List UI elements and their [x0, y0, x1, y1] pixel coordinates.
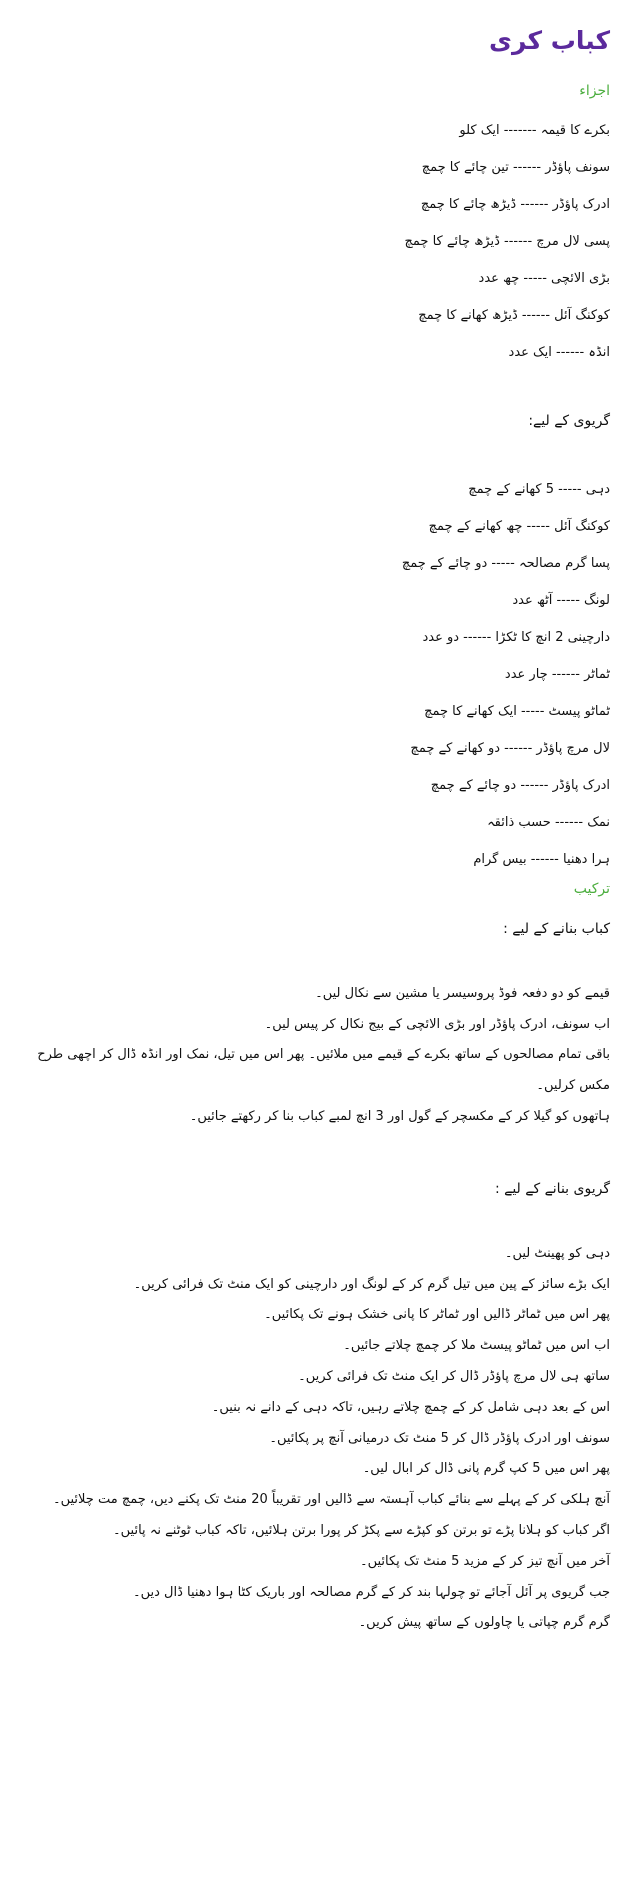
gravy-ingredients-label: گریوی کے لیے: [528, 413, 610, 430]
gravy-method-label: گریوی بنانے کے لیے : [494, 1180, 610, 1197]
list-item: ٹماٹو پیسٹ ----- ایک کھانے کا چمچ [424, 704, 610, 720]
list-item: پسی لال مرچ ------ ڈیڑھ چائے کا چمچ [404, 234, 610, 250]
list-item: سونف پاؤڈر ------ تین چائے کا چمچ [421, 160, 610, 176]
list-item: پسا گرم مصالحہ ----- دو چائے کے چمچ [401, 556, 610, 572]
list-item: لال مرچ پاؤڈر ------ دو کھانے کے چمچ [410, 741, 610, 757]
step-paragraph: ہاتھوں کو گیلا کر کے مکسچر کے گول اور 3 انچ لمبے کباب بنا کر رکھتے جائیں۔ [189, 1108, 610, 1124]
step-paragraph: قیمے کو دو دفعہ فوڈ پروسیسر یا مشین سے نکال لیں۔ [315, 985, 610, 1001]
list-item: انڈہ ------ ایک عدد [508, 345, 610, 361]
step-paragraph: ساتھ ہی لال مرچ پاؤڈر ڈال کر ایک منٹ تک فرائی کریں۔ [298, 1368, 610, 1384]
list-item: نمک ------ حسب ذائقہ [487, 815, 610, 831]
step-paragraph: دہی کو پھینٹ لیں۔ [504, 1245, 610, 1261]
list-item: ہرا دھنیا ------ بیس گرام [473, 852, 610, 868]
gravy-steps [10, 1239, 610, 1639]
list-item: ٹماٹر ------ چار عدد [504, 667, 610, 683]
step-paragraph: گرم گرم چپاتی یا چاولوں کے ساتھ پیش کریں۔ [358, 1615, 610, 1631]
step-paragraph: آنچ ہلکی کر کے پہلے سے بنائے کباب آہستہ سے ڈالیں اور تقریباً 20 منٹ تک پکنے دیں، چمچ مت چلائیں۔ [53, 1492, 610, 1508]
step-paragraph: اب اس میں ٹماٹو پیسٹ ملا کر چمچ چلاتے جائیں۔ [343, 1338, 610, 1354]
page-title: کباب کری [489, 26, 610, 55]
list-item: کوکنگ آئل ------ ڈیڑھ کھانے کا چمچ [418, 308, 610, 324]
list-item: دہی ----- 5 کھانے کے چمچ [468, 482, 610, 498]
list-item: بکرے کا قیمہ ------- ایک کلو [459, 123, 610, 139]
list-item: ادرک پاؤڈر ------ دو چائے کے چمچ [430, 778, 610, 794]
spacer [10, 371, 610, 403]
step-paragraph: آخر میں آنچ تیز کر کے مزید 5 منٹ تک پکائیں۔ [359, 1553, 610, 1569]
spacer [10, 439, 610, 471]
step-paragraph: پھر اس میں ٹماٹر ڈالیں اور ٹماٹر کا پانی خشک ہونے تک پکائیں۔ [264, 1307, 610, 1323]
list-item: دارچینی 2 انچ کا ٹکڑا ------ دو عدد [422, 630, 610, 646]
kabab-method-label: کباب بنانے کے لیے : [503, 920, 610, 937]
method-heading: ترکیب [573, 881, 610, 898]
spacer [10, 1207, 610, 1239]
ingredients-heading: اجزاء [579, 83, 610, 99]
step-paragraph: اس کے بعد دہی شامل کر کے چمچ چلاتے رہیں، تاکہ دہی کے دانے نہ بنیں۔ [211, 1399, 610, 1415]
kabab-ingredients-list [10, 112, 610, 371]
spacer [10, 947, 610, 979]
gravy-ingredients-list [10, 471, 610, 878]
step-paragraph: اگر کباب کو ہلانا پڑے تو برتن کو کپڑے سے پکڑ کر پورا برتن ہلائیں، تاکہ کباب ٹوٹنے نہ پائیں۔ [113, 1522, 610, 1538]
list-item: بڑی الائچی ----- چھ عدد [478, 271, 610, 287]
list-item: لونگ ----- آٹھ عدد [512, 593, 610, 609]
step-paragraph: پھر اس میں 5 کپ گرم پانی ڈال کر ابال لیں۔ [362, 1461, 610, 1477]
step-paragraph: جب گریوی پر آئل آجائے تو چولہا بند کر کے گرم مصالحہ اور باریک کٹا ہوا دھنیا ڈال دیں۔ [132, 1584, 610, 1600]
step-paragraph: ایک بڑے سائز کے پین میں تیل گرم کر کے لونگ اور دارچینی کو ایک منٹ تک فرائی کریں۔ [133, 1276, 610, 1292]
list-item: کوکنگ آئل ----- چھ کھانے کے چمچ [428, 519, 610, 535]
list-item: ادرک پاؤڈر ------ ڈیڑھ چائے کا چمچ [420, 197, 610, 213]
step-paragraph: باقی تمام مصالحوں کے ساتھ بکرے کے قیمے میں ملائیں۔ پھر اس میں تیل، نمک اور انڈہ ڈال کر اچھی طرح مکس کرلیں۔ [37, 1047, 610, 1094]
step-paragraph: اب سونف، ادرک پاؤڈر اور بڑی الائچی کے بیج نکال کر پیس لیں۔ [264, 1016, 610, 1032]
step-paragraph: سونف اور ادرک پاؤڈر ڈال کر 5 منٹ تک درمیانی آنچ پر پکائیں۔ [269, 1430, 610, 1446]
kabab-steps [10, 979, 610, 1133]
spacer [10, 1133, 610, 1171]
